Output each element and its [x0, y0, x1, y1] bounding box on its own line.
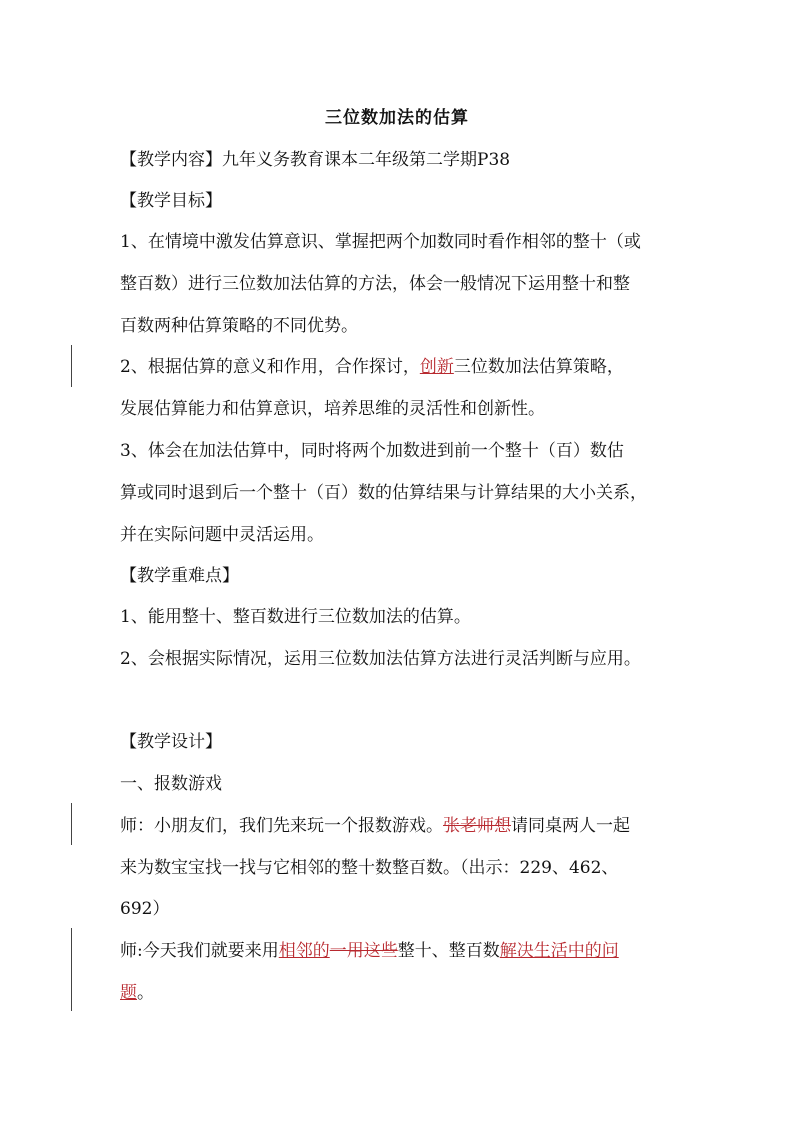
goal-3-line-2: 算或同时退到后一个整十（百）数的估算结果与计算结果的大小关系， — [120, 483, 647, 503]
goal-1-line-3: 百数两种估算策略的不同优势。 — [120, 316, 358, 336]
keypoint-2: 2、会根据实际情况，运用三位数加法估算方法进行灵活判断与应用。 — [120, 649, 641, 669]
revision-change-bar — [71, 803, 72, 845]
revision-insert-mark: 题 — [120, 983, 137, 1003]
teaching-content-text: 九年义务教育课本二年级第二学期P38 — [222, 150, 511, 170]
revision-insert-mark: 创新 — [419, 357, 454, 377]
goal-3-line-1: 3、体会在加法估算中，同时将两个加数进到前一个整十（百）数估 — [120, 441, 624, 461]
paragraph-1-line-3: 692） — [120, 899, 170, 919]
keypoint-1: 1、能用整十、整百数进行三位数加法的估算。 — [120, 607, 471, 627]
revision-deleted-text: 一用这些 — [329, 941, 398, 961]
teaching-content-line — [120, 148, 690, 172]
paragraph-1-text-pre: 师：小朋友们，我们先来玩一个报数游戏。 — [120, 816, 443, 836]
document-title: 三位数加法的估算 — [325, 108, 469, 128]
goal-2-text-post: 三位数加法估算策略， — [453, 357, 624, 377]
section-1-heading: 一、报数游戏 — [120, 774, 222, 794]
goal-3-line-3: 并在实际问题中灵活运用。 — [120, 525, 324, 545]
design-heading: 【教学设计】 — [120, 732, 222, 752]
teaching-content-label: 【教学内容】 — [120, 150, 222, 170]
goal-2-line-1 — [120, 355, 690, 379]
revision-change-bar — [71, 928, 72, 1011]
goals-heading: 【教学目标】 — [120, 191, 222, 211]
revision-insert-mark: 解决生活中的问 — [499, 941, 619, 961]
paragraph-1-line-2: 来为数宝宝找一找与它相邻的整十数整百数。（出示：229、462、 — [120, 858, 619, 878]
revision-deleted-text: 张老师想 — [443, 816, 511, 836]
paragraph-1-line-1 — [120, 814, 690, 838]
paragraph-1-text-post: 请同桌两人一起 — [511, 816, 630, 836]
goal-1-line-2: 整百数）进行三位数加法估算的方法，体会一般情况下运用整十和整 — [120, 274, 630, 294]
revision-insert-mark: 相邻的 — [278, 941, 330, 961]
keypoints-heading: 【教学重难点】 — [120, 566, 239, 586]
revision-change-bar — [71, 345, 72, 387]
goal-2-line-2: 发展估算能力和估算意识，培养思维的灵活性和创新性。 — [120, 399, 545, 419]
paragraph-2-text-end: 。 — [137, 983, 154, 1003]
paragraph-2-text-pre: 师:今天我们就要来用 — [120, 941, 279, 961]
paragraph-2-line-1 — [120, 939, 690, 963]
paragraph-2-line-2 — [120, 981, 690, 1005]
goal-2-text-pre: 2、根据估算的意义和作用，合作探讨， — [120, 357, 420, 377]
goal-1-line-1: 1、在情境中激发估算意识、掌握把两个加数同时看作相邻的整十（或 — [120, 232, 641, 252]
paragraph-2-text-mid: 整十、整百数 — [397, 941, 500, 961]
